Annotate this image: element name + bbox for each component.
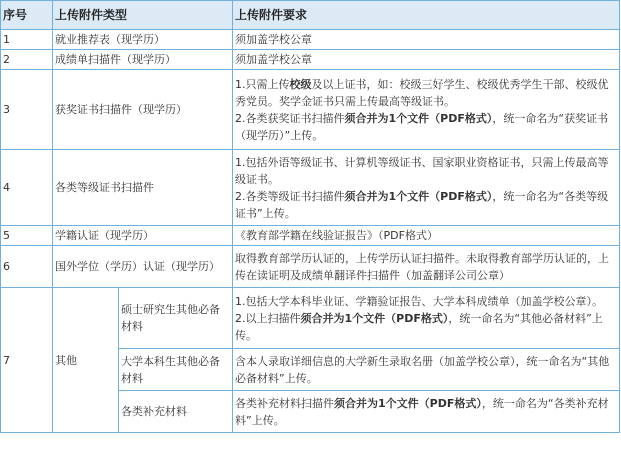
table-row — [1, 30, 620, 50]
row-no: 4 — [1, 150, 53, 226]
row-requirement: 须加盖学校公章 — [233, 50, 620, 70]
sub-type: 各类补充材料 — [119, 391, 233, 433]
row-requirement: 含本人录取详细信息的大学新生录取名册（加盖学校公章），统一命名为“其他必备材料”上传。 — [233, 349, 620, 391]
req-text: 及以上证书，如：校级三好学生、校级优秀学生干部、校级优秀党员。奖学金证书只需上传最高等级证书。 — [235, 77, 609, 108]
table-row — [1, 150, 620, 226]
row-requirement: 须加盖学校公章 — [233, 30, 620, 50]
req-bold-text: 须合并为1个文件（PDF格式） — [344, 111, 493, 125]
req-text: 2.各类获奖证书扫描件 — [235, 111, 345, 125]
req-text: ，统一命名为“各类补充材料”上传。 — [235, 396, 609, 427]
row-no: 3 — [1, 70, 53, 150]
row-no: 2 — [1, 50, 53, 70]
row-no: 5 — [1, 226, 53, 246]
table-row — [1, 50, 620, 70]
row-type: 就业推荐表（现学历） — [53, 30, 233, 50]
row-type: 其他 — [53, 288, 119, 433]
sub-type: 大学本科生其他必备材料 — [119, 349, 233, 391]
row-type: 学籍认证（现学历） — [53, 226, 233, 246]
row-requirement — [233, 150, 620, 226]
row-no: 6 — [1, 246, 53, 288]
req-text: 1.包括外语等级证书、计算机等级证书、国家职业资格证书，只需上传最高等级证书。 — [235, 155, 609, 186]
req-text: ，统一命名为“各类等级证书”上传。 — [235, 189, 609, 220]
table-row — [1, 70, 620, 150]
row-type: 获奖证书扫描件（现学历） — [53, 70, 233, 150]
row-type: 成绩单扫描件（现学历） — [53, 50, 233, 70]
req-bold-text: 校级 — [289, 77, 312, 91]
row-requirement — [233, 70, 620, 150]
sub-type: 硕士研究生其他必备材料 — [119, 288, 233, 349]
table-row — [1, 226, 620, 246]
req-bold-text: 须合并为1个文件（PDF格式） — [300, 311, 449, 325]
row-requirement: 《教育部学籍在线验证报告》（PDF格式） — [233, 226, 620, 246]
row-no: 1 — [1, 30, 53, 50]
header-type: 上传附件类型 — [53, 1, 233, 30]
header-requirement: 上传附件要求 — [233, 1, 620, 30]
table-row — [1, 246, 620, 288]
header-no: 序号 — [1, 1, 53, 30]
req-text: 1.包括大学本科毕业证、学籍验证报告、大学本科成绩单（加盖学校公章）。 — [235, 294, 604, 308]
req-text: 2.各类等级证书扫描件 — [235, 189, 345, 203]
row-type: 国外学位（学历）认证（现学历） — [53, 246, 233, 288]
row-type: 各类等级证书扫描件 — [53, 150, 233, 226]
req-text: 1.只需上传 — [235, 77, 290, 91]
row-requirement: 取得教育部学历认证的，上传学历认证扫描件。未取得教育部学历认证的，上传在读证明及成绩单翻译件扫描件（加盖翻译公司公章） — [233, 246, 620, 288]
req-text: 各类补充材料扫描件 — [235, 396, 335, 410]
req-bold-text: 须合并为1个文件（PDF格式） — [334, 396, 482, 410]
row-no: 7 — [1, 288, 53, 433]
table-header-row — [1, 1, 620, 30]
row-requirement — [233, 391, 620, 433]
row-requirement — [233, 288, 620, 349]
table-row — [1, 288, 620, 349]
req-text: ，统一命名为“获奖证书（现学历）”上传。 — [235, 111, 609, 142]
req-bold-text: 须合并为1个文件（PDF格式） — [344, 189, 493, 203]
req-text: ，统一命名为“其他必备材料”上传。 — [235, 311, 603, 342]
req-text: 2.以上扫描件 — [235, 311, 301, 325]
